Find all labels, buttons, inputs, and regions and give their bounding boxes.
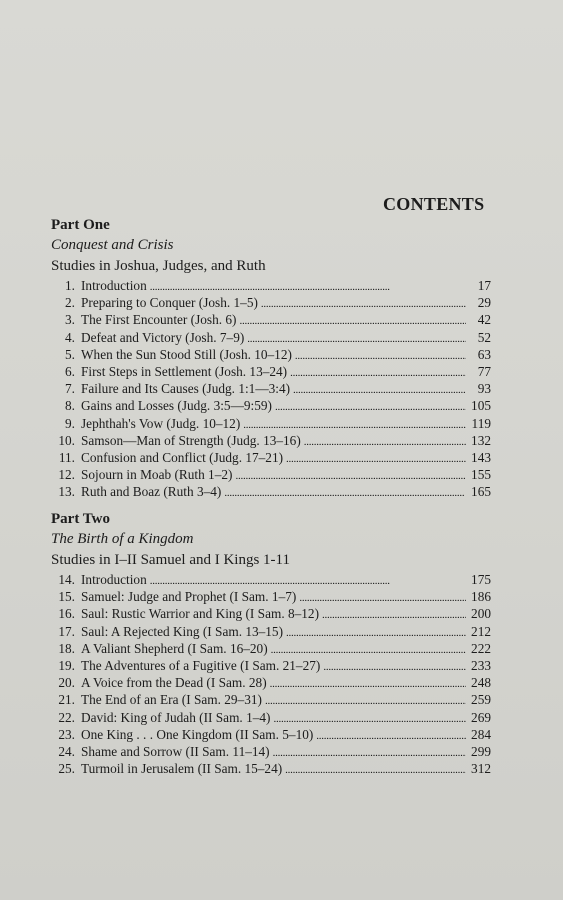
entry-title: First Steps in Settlement (Josh. 13–24) [81, 363, 288, 379]
entry-number: 6. [65, 363, 75, 379]
entry-page-number: 63 [477, 346, 491, 362]
entry-page-number: 93 [477, 381, 491, 397]
entry-number: 17. [58, 623, 75, 639]
entry-number: 21. [58, 692, 75, 708]
entry-title: Jephthah's Vow (Judg. 10–12) [81, 415, 241, 431]
toc-entry [51, 380, 491, 397]
toc-entry [51, 363, 491, 380]
entry-page-number: 269 [471, 709, 491, 725]
entry-number: 10. [58, 432, 75, 448]
entry-title: A Valiant Shepherd (I Sam. 16–20) [81, 640, 268, 656]
entry-number: 18. [58, 640, 75, 656]
entry-number: 8. [65, 398, 75, 414]
toc-entry [51, 311, 491, 328]
entry-number: 23. [58, 726, 75, 742]
entry-number: 11. [58, 449, 75, 465]
part-one-section [51, 216, 491, 500]
entry-title: Saul: Rustic Warrior and King (I Sam. 8–12) [81, 606, 319, 622]
toc-entry [51, 709, 491, 726]
toc-entry [51, 294, 491, 311]
toc-entry [51, 277, 491, 294]
toc-list [51, 571, 491, 777]
entry-title: Defeat and Victory (Josh. 7–9) [81, 329, 245, 345]
entry-number: 25. [58, 761, 75, 777]
entry-title: Sojourn in Moab (Ruth 1–2) [81, 467, 233, 483]
toc-entry [51, 483, 491, 500]
entry-number: 4. [65, 329, 75, 345]
entry-page-number: 186 [471, 589, 491, 605]
entry-number: 12. [58, 467, 75, 483]
entry-number: 7. [65, 381, 75, 397]
toc-entry [51, 691, 491, 708]
part-two-section [51, 510, 491, 777]
toc-entry [51, 743, 491, 760]
part-label: Part One [51, 217, 110, 233]
toc-entry [51, 397, 491, 414]
entry-page-number: 212 [471, 623, 491, 639]
toc-entry [51, 432, 491, 449]
entry-page-number: 42 [477, 312, 491, 328]
entry-title: The End of an Era (I Sam. 29–31) [81, 692, 262, 708]
entry-number: 14. [58, 572, 75, 587]
toc-entry [51, 466, 491, 483]
entry-number: 16. [58, 606, 75, 622]
dot-leader [224, 483, 466, 502]
entry-title: Failure and Its Causes (Judg. 1:1—3:4) [81, 381, 291, 397]
part-subtitle: Conquest and Crisis [51, 237, 174, 253]
entry-page-number: 200 [471, 606, 491, 622]
entry-title: Samson—Man of Strength (Judg. 13–16) [81, 432, 301, 448]
entry-title: A Voice from the Dead (I Sam. 28) [81, 675, 267, 691]
toc-entry [51, 588, 491, 605]
toc-entry [51, 726, 491, 743]
entry-title: The First Encounter (Josh. 6) [81, 312, 237, 328]
entry-title: Turmoil in Jerusalem (II Sam. 15–24) [81, 761, 283, 777]
entry-page-number: 77 [477, 363, 491, 379]
entry-page-number: 105 [471, 398, 491, 414]
entry-number: 15. [58, 589, 75, 605]
part-studies-heading: Studies in I–II Samuel and I Kings 1-11 [51, 552, 290, 568]
entry-page-number: 233 [471, 657, 491, 673]
entry-page-number: 248 [471, 675, 491, 691]
entry-title: When the Sun Stood Still (Josh. 10–12) [81, 346, 292, 362]
entry-number: 9. [65, 415, 75, 431]
toc-list [51, 277, 491, 500]
entry-page-number: 175 [471, 572, 491, 587]
entry-title: David: King of Judah (II Sam. 1–4) [81, 709, 271, 725]
entry-title: The Adventures of a Fugitive (I Sam. 21–27) [81, 657, 321, 673]
entry-page-number: 132 [471, 432, 491, 448]
entry-title: One King . . . One Kingdom (II Sam. 5–10) [81, 726, 314, 742]
entry-page-number: 119 [471, 415, 491, 431]
entry-title: Introduction [81, 572, 147, 587]
entry-page-number: 143 [471, 449, 491, 465]
dot-leader [285, 760, 466, 779]
entry-title: Ruth and Boaz (Ruth 3–4) [81, 484, 222, 500]
toc-entry [51, 674, 491, 691]
entry-number: 13. [58, 484, 75, 500]
toc-entry [51, 415, 491, 432]
toc-entry [51, 329, 491, 346]
entry-page-number: 284 [471, 726, 491, 742]
entry-page-number: 17 [477, 278, 491, 293]
entry-title: Samuel: Judge and Prophet (I Sam. 1–7) [81, 589, 297, 605]
entry-number: 20. [58, 675, 75, 691]
entry-page-number: 52 [477, 329, 491, 345]
entry-number: 1. [65, 278, 75, 293]
entry-page-number: 299 [471, 743, 491, 759]
toc-entry [51, 657, 491, 674]
entry-page-number: 155 [471, 467, 491, 483]
contents-heading: CONTENTS [383, 194, 485, 214]
toc-entry [51, 571, 491, 588]
entry-number: 5. [65, 346, 75, 362]
entry-title: Preparing to Conquer (Josh. 1–5) [81, 295, 258, 311]
toc-entry [51, 760, 491, 777]
entry-number: 3. [65, 312, 75, 328]
entry-number: 22. [58, 709, 75, 725]
entry-number: 19. [58, 657, 75, 673]
part-subtitle: The Birth of a Kingdom [51, 531, 194, 547]
part-label: Part Two [51, 511, 111, 527]
toc-entry [51, 346, 491, 363]
part-studies-heading: Studies in Joshua, Judges, and Ruth [51, 258, 266, 274]
toc-entry [51, 640, 491, 657]
entry-page-number: 312 [471, 761, 491, 777]
entry-title: Gains and Losses (Judg. 3:5—9:59) [81, 398, 272, 414]
entry-page-number: 259 [471, 692, 491, 708]
entry-title: Confusion and Conflict (Judg. 17–21) [81, 449, 284, 465]
entry-title: Shame and Sorrow (II Sam. 11–14) [81, 743, 270, 759]
entry-page-number: 29 [477, 295, 491, 311]
toc-entry [51, 449, 491, 466]
entry-number: 2. [65, 295, 75, 311]
entry-title: Introduction [81, 278, 147, 293]
entry-title: Saul: A Rejected King (I Sam. 13–15) [81, 623, 284, 639]
toc-entry [51, 623, 491, 640]
toc-entry [51, 605, 491, 622]
entry-number: 24. [58, 743, 75, 759]
entry-page-number: 222 [471, 640, 491, 656]
entry-page-number: 165 [471, 484, 491, 500]
